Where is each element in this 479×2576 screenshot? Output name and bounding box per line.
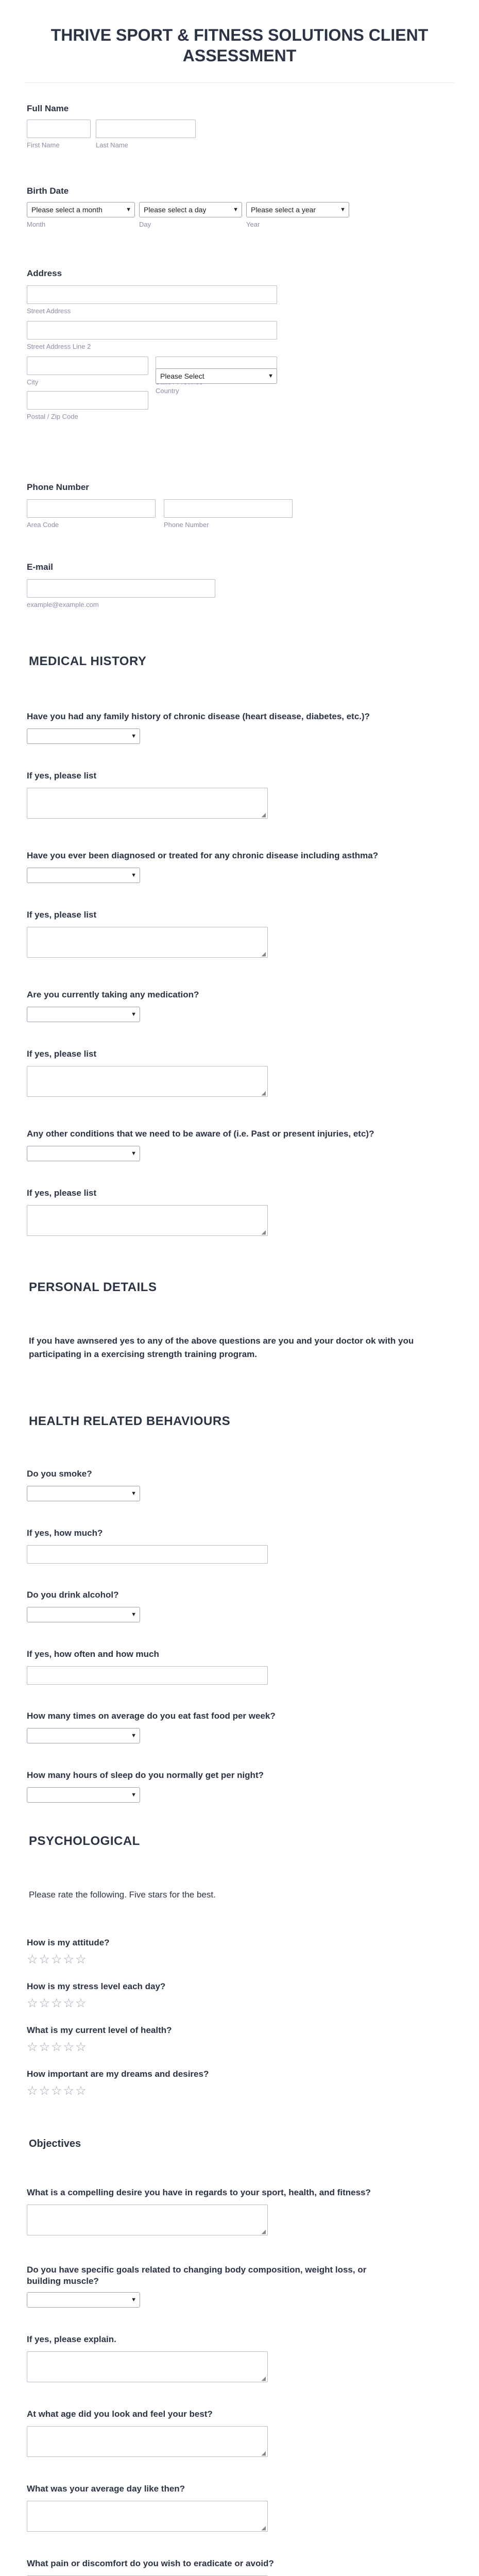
chevron-down-icon: ▼: [268, 373, 273, 379]
phone-number-input[interactable]: [164, 499, 293, 518]
city-input[interactable]: [27, 357, 148, 375]
stress-label: How is my stress level each day?: [27, 1981, 166, 1991]
explain-field: [27, 2334, 268, 2382]
alcohol-field: [27, 1589, 140, 1622]
chevron-down-icon: ▼: [131, 1150, 136, 1157]
smoke-field: [27, 1468, 140, 1501]
form-title-line1: THRIVE SPORT & FITNESS SOLUTIONS CLIENT: [50, 26, 429, 44]
email-input[interactable]: [27, 579, 215, 598]
chevron-down-icon: ▼: [131, 1612, 136, 1618]
address-field: [27, 268, 277, 420]
email-field: [27, 562, 215, 608]
medication-list-label: If yes, please list: [27, 1049, 97, 1059]
resize-grip-icon[interactable]: ◢: [261, 2525, 266, 2531]
resize-grip-icon[interactable]: ◢: [261, 2450, 266, 2456]
chevron-down-icon: ▼: [131, 872, 136, 878]
form-title-line2: ASSESSMENT: [182, 46, 297, 65]
last-name-sublabel: Last Name: [96, 141, 128, 149]
street-address-input[interactable]: [27, 285, 277, 304]
stress-rating-field: [27, 1981, 165, 2010]
medication-list-field: [27, 1048, 268, 1097]
alcohol-label: Do you drink alcohol?: [27, 1590, 119, 1600]
smoke-amount-label: If yes, how much?: [27, 1528, 103, 1538]
country-select[interactable]: Please Select ▼: [156, 368, 277, 384]
diagnosed-select[interactable]: [27, 868, 140, 883]
health-level-star-rating[interactable]: ☆☆☆☆☆: [27, 2040, 88, 2054]
chevron-down-icon: ▼: [233, 207, 238, 213]
city-sublabel: City: [27, 378, 39, 386]
sleep-label: How many hours of sleep do you normally get per night?: [27, 1770, 264, 1780]
other-conditions-list-field: [27, 1188, 268, 1236]
sleep-field: [27, 1770, 264, 1803]
medication-list-textarea[interactable]: [27, 1066, 268, 1097]
attitude-label: How is my attitude?: [27, 1938, 110, 1947]
explain-textarea[interactable]: [27, 2351, 268, 2382]
address-label: Address: [27, 268, 62, 278]
year-sublabel: Year: [246, 221, 260, 228]
sleep-select[interactable]: [27, 1787, 140, 1803]
pain-field: [27, 2558, 274, 2576]
form-title: [0, 25, 479, 66]
birth-day-select[interactable]: Please select a day ▼: [139, 202, 242, 217]
dreams-label: How important are my dreams and desires?: [27, 2069, 209, 2079]
full-name-field: [27, 103, 196, 149]
desire-textarea[interactable]: [27, 2205, 268, 2235]
chevron-down-icon: ▼: [131, 2297, 136, 2303]
health-level-label: What is my current level of health?: [27, 2025, 172, 2035]
smoke-amount-field: [27, 1528, 268, 1564]
email-sublabel: example@example.com: [27, 601, 99, 608]
chevron-down-icon: ▼: [131, 1733, 136, 1739]
street-address-2-sublabel: Street Address Line 2: [27, 343, 91, 350]
birth-date-field: [27, 185, 349, 228]
attitude-rating-field: [27, 1937, 110, 1966]
chevron-down-icon: ▼: [340, 207, 346, 213]
street-address-sublabel: Street Address: [27, 307, 71, 315]
street-address-2-input[interactable]: [27, 321, 277, 340]
birth-year-select[interactable]: Please select a year ▼: [246, 202, 349, 217]
smoke-label: Do you smoke?: [27, 1469, 92, 1479]
diagnosed-label: Have you ever been diagnosed or treated for any chronic disease including asthma?: [27, 851, 379, 860]
smoke-amount-input[interactable]: [27, 1545, 268, 1564]
fast-food-select[interactable]: [27, 1728, 140, 1743]
diagnosed-list-textarea[interactable]: [27, 927, 268, 958]
desire-label: What is a compelling desire you have in regards to your sport, health, and fitness?: [27, 2188, 371, 2197]
diagnosed-list-field: [27, 909, 268, 958]
family-history-list-textarea[interactable]: [27, 788, 268, 819]
other-conditions-field: [27, 1128, 374, 1161]
objectives-heading: Objectives: [29, 2138, 81, 2149]
resize-grip-icon[interactable]: ◢: [261, 1090, 266, 1096]
best-age-textarea[interactable]: [27, 2426, 268, 2457]
chevron-down-icon: ▼: [126, 207, 131, 213]
alcohol-amount-label: If yes, how often and how much: [27, 1649, 159, 1659]
phone-field: [27, 482, 293, 529]
title-divider: [25, 82, 454, 83]
average-day-field: [27, 2483, 268, 2532]
family-history-list-label: If yes, please list: [27, 771, 97, 781]
other-conditions-label: Any other conditions that we need to be aware of (i.e. Past or present injuries, etc)?: [27, 1129, 374, 1139]
goals-label-line1: Do you have specific goals related to changing body composition, weight loss, or: [27, 2265, 367, 2275]
goals-select[interactable]: [27, 2292, 140, 2308]
day-sublabel: Day: [139, 221, 151, 228]
other-conditions-list-textarea[interactable]: [27, 1205, 268, 1236]
medication-field: [27, 989, 199, 1022]
health-behaviours-heading: HEALTH RELATED BEHAVIOURS: [29, 1414, 231, 1428]
goals-field: [27, 2264, 366, 2308]
health-level-rating-field: [27, 2025, 172, 2054]
pain-label: What pain or discomfort do you wish to eradicate or avoid?: [27, 2558, 274, 2568]
personal-details-heading: PERSONAL DETAILS: [29, 1280, 157, 1294]
chevron-down-icon: ▼: [131, 1490, 136, 1497]
birth-date-label: Birth Date: [27, 186, 69, 196]
fast-food-field: [27, 1710, 276, 1743]
alcohol-select[interactable]: [27, 1607, 140, 1622]
family-history-label: Have you had any family history of chronic disease (heart disease, diabetes, etc.)?: [27, 711, 370, 721]
chevron-down-icon: ▼: [131, 1011, 136, 1018]
fast-food-label: How many times on average do you eat fast food per week?: [27, 1711, 276, 1721]
resize-grip-icon[interactable]: ◢: [261, 812, 266, 818]
attitude-star-rating[interactable]: ☆☆☆☆☆: [27, 1953, 88, 1967]
month-sublabel: Month: [27, 221, 46, 228]
desire-field: [27, 2187, 371, 2235]
psychological-heading: PSYCHOLOGICAL: [29, 1834, 140, 1848]
family-history-list-field: [27, 770, 268, 819]
first-name-sublabel: First Name: [27, 141, 60, 149]
goals-label: [27, 2264, 366, 2287]
email-label: E-mail: [27, 562, 54, 572]
alcohol-amount-field: [27, 1649, 268, 1685]
stress-star-rating[interactable]: ☆☆☆☆☆: [27, 1996, 88, 2010]
postal-code-input[interactable]: [27, 391, 148, 410]
other-conditions-select[interactable]: [27, 1146, 140, 1161]
postal-code-sublabel: Postal / Zip Code: [27, 413, 78, 420]
full-name-label: Full Name: [27, 104, 69, 113]
resize-grip-icon[interactable]: ◢: [261, 2229, 266, 2235]
best-age-field: [27, 2409, 268, 2457]
area-code-sublabel: Area Code: [27, 521, 59, 529]
dreams-rating-field: [27, 2069, 209, 2097]
dreams-star-rating[interactable]: ☆☆☆☆☆: [27, 2084, 88, 2098]
psychological-intro: Please rate the following. Five stars for the best.: [29, 1890, 216, 1900]
best-age-label: At what age did you look and feel your best?: [27, 2409, 213, 2419]
medical-history-heading: MEDICAL HISTORY: [29, 654, 147, 668]
chevron-down-icon: ▼: [131, 1792, 136, 1798]
country-sublabel: Country: [156, 387, 179, 395]
personal-details-paragraph: If you have awnsered yes to any of the above questions are you and your doctor ok with you participating in a exercising strength training program.: [29, 1336, 414, 1359]
diagnosed-list-label: If yes, please list: [27, 910, 97, 920]
medication-label: Are you currently taking any medication?: [27, 990, 199, 999]
diagnosed-field: [27, 850, 378, 883]
last-name-input[interactable]: [96, 120, 196, 138]
area-code-input[interactable]: [27, 499, 156, 518]
resize-grip-icon[interactable]: ◢: [261, 951, 266, 957]
family-history-select[interactable]: [27, 728, 140, 744]
family-history-field: [27, 711, 370, 744]
other-conditions-list-label: If yes, please list: [27, 1188, 97, 1198]
chevron-down-icon: ▼: [131, 733, 136, 739]
phone-label: Phone Number: [27, 482, 89, 492]
explain-label: If yes, please explain.: [27, 2334, 116, 2344]
birth-month-select[interactable]: Please select a month ▼: [27, 202, 135, 217]
medication-select[interactable]: [27, 1007, 140, 1022]
smoke-select[interactable]: [27, 1486, 140, 1501]
resize-grip-icon[interactable]: ◢: [261, 1229, 266, 1235]
first-name-input[interactable]: [27, 120, 91, 138]
average-day-textarea[interactable]: [27, 2501, 268, 2532]
alcohol-amount-input[interactable]: [27, 1666, 268, 1685]
goals-label-line2: building muscle?: [27, 2276, 99, 2286]
average-day-label: What was your average day like then?: [27, 2484, 185, 2494]
phone-number-sublabel: Phone Number: [164, 521, 209, 529]
resize-grip-icon[interactable]: ◢: [261, 2376, 266, 2382]
